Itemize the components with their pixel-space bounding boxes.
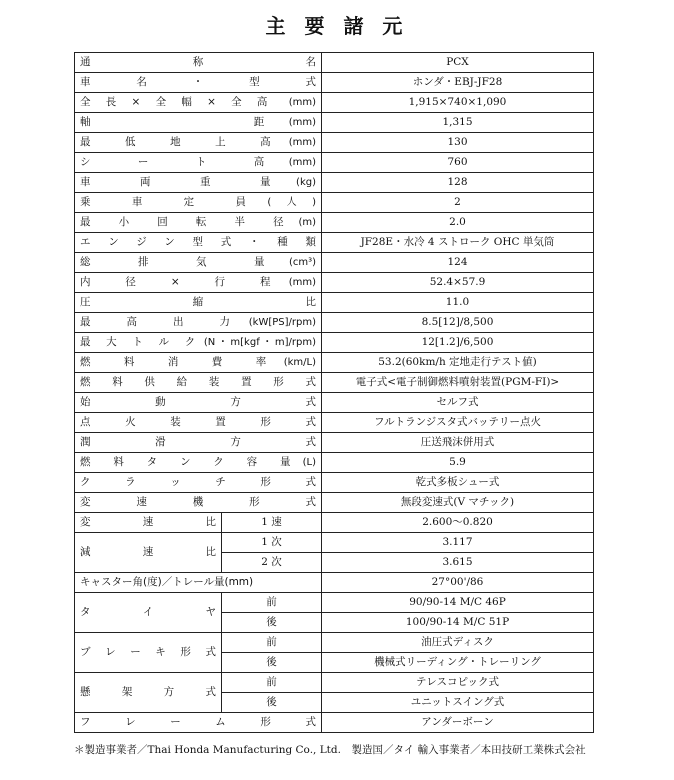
spec-label-text: 圧 縮 比 — [80, 296, 316, 308]
spec-unit: (mm) — [288, 137, 316, 148]
spec-label-text: フ レ ー ム 形 式 — [80, 716, 316, 728]
spec-row — [75, 333, 594, 353]
spec-sub-label: 1 速 — [222, 513, 322, 533]
spec-label — [75, 153, 322, 173]
spec-row — [75, 133, 594, 153]
spec-row — [75, 453, 594, 473]
spec-row — [75, 253, 594, 273]
spec-unit: (N・m[kgf・m]/rpm) — [203, 337, 317, 348]
spec-value: 機械式リーディング・トレーリング — [322, 653, 594, 673]
spec-unit: (mm) — [288, 157, 316, 168]
spec-value: 無段変速式(V マチック) — [322, 493, 594, 513]
spec-row — [75, 633, 594, 653]
spec-label-text: 燃 料 タ ン ク 容 量 — [80, 456, 297, 468]
spec-row — [75, 93, 594, 113]
spec-value: 3.117 — [322, 533, 594, 553]
spec-label-text: 最 大 ト ル ク — [80, 336, 198, 348]
spec-label-text: 始 動 方 式 — [80, 396, 316, 408]
spec-table — [74, 52, 594, 733]
spec-value: ホンダ・EBJ-JF28 — [322, 73, 594, 93]
spec-value: 1,915×740×1,090 — [322, 93, 594, 113]
spec-value: セルフ式 — [322, 393, 594, 413]
spec-label-text: 変 速 比 — [80, 516, 216, 528]
spec-row — [75, 433, 594, 453]
spec-unit: (L) — [302, 457, 316, 468]
spec-label-text: ク ラ ッ チ 形 式 — [80, 476, 316, 488]
spec-label-text: 燃料供給装置形式 — [80, 376, 316, 388]
spec-row — [75, 353, 594, 373]
spec-label — [75, 393, 322, 413]
spec-row — [75, 373, 594, 393]
spec-sub-label: 1 次 — [222, 533, 322, 553]
spec-row — [75, 273, 594, 293]
spec-label-text: 軸 距 — [80, 116, 283, 128]
spec-row — [75, 313, 594, 333]
spec-row — [75, 293, 594, 313]
spec-label — [75, 453, 322, 473]
spec-label — [75, 273, 322, 293]
spec-label — [75, 373, 322, 393]
spec-label-text: 点 火 装 置 形 式 — [80, 416, 316, 428]
spec-label-text: 最 低 地 上 高 — [80, 136, 283, 148]
spec-value: 8.5[12]/8,500 — [322, 313, 594, 333]
spec-label-text: 乗 車 定 員 — [80, 196, 262, 208]
spec-unit: (人) — [267, 197, 316, 208]
spec-label — [75, 593, 222, 633]
spec-value: JF28E・水冷 4 ストローク OHC 単気筒 — [322, 233, 594, 253]
spec-value: 53.2(60km/h 定地走行テスト値) — [322, 353, 594, 373]
spec-label — [75, 493, 322, 513]
spec-row — [75, 713, 594, 733]
spec-label-text: 懸 架 方 式 — [80, 686, 216, 698]
spec-sub-label: 前 — [222, 593, 322, 613]
spec-label — [75, 713, 322, 733]
spec-row — [75, 493, 594, 513]
spec-label — [75, 173, 322, 193]
spec-label — [75, 73, 322, 93]
spec-label — [75, 293, 322, 313]
spec-label — [75, 353, 322, 373]
spec-label-text: 全長×全幅×全高 — [80, 96, 283, 108]
spec-value: 圧送飛沫併用式 — [322, 433, 594, 453]
spec-label-text: 減 速 比 — [80, 546, 216, 558]
spec-unit: (km/L) — [283, 357, 316, 368]
spec-value: 3.615 — [322, 553, 594, 573]
spec-unit: (cm³) — [288, 257, 316, 268]
spec-label-text: タ イ ヤ — [80, 606, 216, 618]
spec-unit: (mm) — [288, 277, 316, 288]
spec-label: キャスター角(度)／トレール量(mm) — [75, 573, 322, 593]
spec-value: フルトランジスタ式バッテリー点火 — [322, 413, 594, 433]
spec-label-text: 内 径 × 行 程 — [80, 276, 283, 288]
spec-label — [75, 633, 222, 673]
spec-value: 760 — [322, 153, 594, 173]
spec-label-text: 最 小 回 転 半 径 — [80, 216, 293, 228]
spec-value: 90/90-14 M/C 46P — [322, 593, 594, 613]
spec-label — [75, 213, 322, 233]
spec-label — [75, 333, 322, 353]
spec-row — [75, 393, 594, 413]
spec-label-text: 通 称 名 — [80, 56, 316, 68]
spec-label — [75, 513, 222, 533]
spec-value: アンダーボーン — [322, 713, 594, 733]
spec-value: 130 — [322, 133, 594, 153]
spec-sub-label: 前 — [222, 673, 322, 693]
spec-label — [75, 473, 322, 493]
spec-sub-label: 2 次 — [222, 553, 322, 573]
spec-value: 2.0 — [322, 213, 594, 233]
spec-row — [75, 53, 594, 73]
spec-value: 27°00'/86 — [322, 573, 594, 593]
spec-value: 2 — [322, 193, 594, 213]
spec-value: 2.600〜0.820 — [322, 513, 594, 533]
spec-label — [75, 673, 222, 713]
spec-label — [75, 233, 322, 253]
spec-value: 乾式多板シュー式 — [322, 473, 594, 493]
spec-value: 12[1.2]/6,500 — [322, 333, 594, 353]
spec-label-text: 潤 滑 方 式 — [80, 436, 316, 448]
spec-row — [75, 593, 594, 613]
spec-label — [75, 53, 322, 73]
spec-value: ユニットスイング式 — [322, 693, 594, 713]
page-title: 主 要 諸 元 — [265, 14, 409, 38]
spec-value: PCX — [322, 53, 594, 73]
spec-row — [75, 73, 594, 93]
spec-label-text: エンジン型式・種類 — [80, 236, 316, 248]
spec-sub-label: 後 — [222, 693, 322, 713]
spec-unit: (mm) — [288, 117, 316, 128]
spec-value: 128 — [322, 173, 594, 193]
spec-value: 5.9 — [322, 453, 594, 473]
spec-value: テレスコピック式 — [322, 673, 594, 693]
spec-label-text: 最 高 出 力 — [80, 316, 243, 328]
spec-label-text: 燃 料 消 費 率 — [80, 356, 278, 368]
spec-row — [75, 573, 594, 593]
spec-row — [75, 113, 594, 133]
spec-label — [75, 533, 222, 573]
spec-value: 1,315 — [322, 113, 594, 133]
spec-row — [75, 533, 594, 553]
spec-row — [75, 173, 594, 193]
spec-label — [75, 133, 322, 153]
spec-label — [75, 413, 322, 433]
spec-value: 11.0 — [322, 293, 594, 313]
spec-label-text: シ ー ト 高 — [80, 156, 283, 168]
spec-label-text: ブ レ ー キ 形 式 — [80, 646, 216, 658]
spec-label-text: 車 両 重 量 — [80, 176, 291, 188]
spec-value: 100/90-14 M/C 51P — [322, 613, 594, 633]
spec-row — [75, 233, 594, 253]
spec-unit: (kg) — [296, 177, 316, 188]
spec-row — [75, 193, 594, 213]
spec-label-text: 変 速 機 形 式 — [80, 496, 316, 508]
spec-value: 油圧式ディスク — [322, 633, 594, 653]
spec-sub-label: 前 — [222, 633, 322, 653]
spec-unit: (kW[PS]/rpm) — [248, 317, 316, 328]
spec-label — [75, 93, 322, 113]
spec-sub-label: 後 — [222, 613, 322, 633]
spec-value: 電子式<電子制御燃料噴射装置(PGM-FI)> — [322, 373, 594, 393]
spec-sub-label: 後 — [222, 653, 322, 673]
spec-unit: (m) — [298, 217, 316, 228]
spec-row — [75, 473, 594, 493]
spec-value: 124 — [322, 253, 594, 273]
spec-row — [75, 153, 594, 173]
spec-label-text: 車 名 ・ 型 式 — [80, 76, 316, 88]
spec-label — [75, 253, 322, 273]
spec-row — [75, 213, 594, 233]
footnote: ＊製造事業者／Thai Honda Manufacturing Co., Ltd. 製造国／タイ 輸入事業者／本田技研工業株式会社 — [74, 744, 586, 756]
spec-label-text: 総 排 気 量 — [80, 256, 283, 268]
spec-label — [75, 313, 322, 333]
spec-row — [75, 513, 594, 533]
spec-value: 52.4×57.9 — [322, 273, 594, 293]
spec-row — [75, 413, 594, 433]
spec-label — [75, 113, 322, 133]
spec-unit: (mm) — [288, 97, 316, 108]
spec-row — [75, 673, 594, 693]
spec-label — [75, 193, 322, 213]
spec-label — [75, 433, 322, 453]
